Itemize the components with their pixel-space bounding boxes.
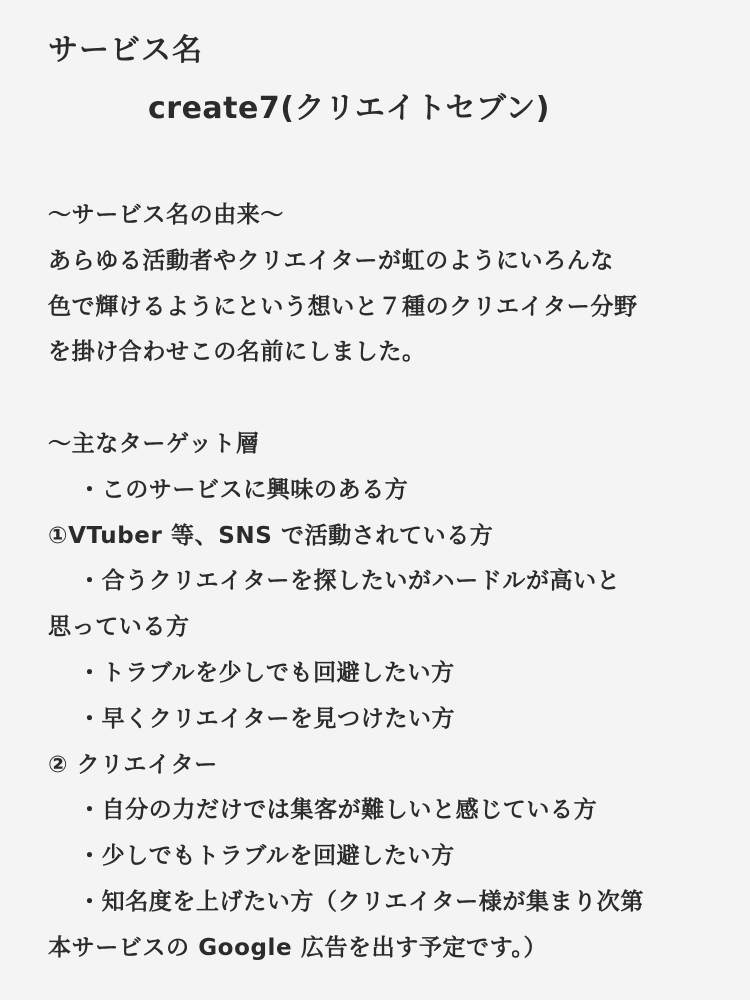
group2-title: ② クリエイター <box>48 751 218 778</box>
document-body <box>48 193 710 972</box>
section-heading: サービス名 <box>48 33 203 68</box>
group2-item-continuation: 本サービスの Google 広告を出す予定です。） <box>48 934 548 961</box>
group1-item: ・合うクリエイターを探したいがハードルが高いと <box>78 568 621 595</box>
origin-line: 色で輝けるようにという想いと７種のクリエイター分野 <box>48 293 638 320</box>
group1-item: ・早くクリエイターを見つけたい方 <box>78 705 456 732</box>
service-name: create7(クリエイトセブン) <box>148 91 550 126</box>
origin-line: を掛け合わせこの名前にしました。 <box>48 339 426 366</box>
group2-item: ・少しでもトラブルを回避したい方 <box>78 843 455 870</box>
group1-item: ・トラブルを少しでも回避したい方 <box>78 659 455 686</box>
group1-title: ①VTuber 等、SNS で活動されている方 <box>48 522 494 549</box>
group2-item: ・自分の力だけでは集客が難しいと感じている方 <box>78 797 598 824</box>
origin-line: あらゆる活動者やクリエイターが虹のようにいろんな <box>48 247 614 274</box>
group1-item-continuation: 思っている方 <box>48 614 190 641</box>
blank-line <box>48 376 710 422</box>
target-intro: ・このサービスに興味のある方 <box>78 476 409 503</box>
origin-title: 〜サービス名の由来〜 <box>48 202 284 228</box>
target-title: 〜主なターゲット層 <box>48 430 260 457</box>
group2-item: ・知名度を上げたい方（クリエイター様が集まり次第 <box>78 888 644 915</box>
